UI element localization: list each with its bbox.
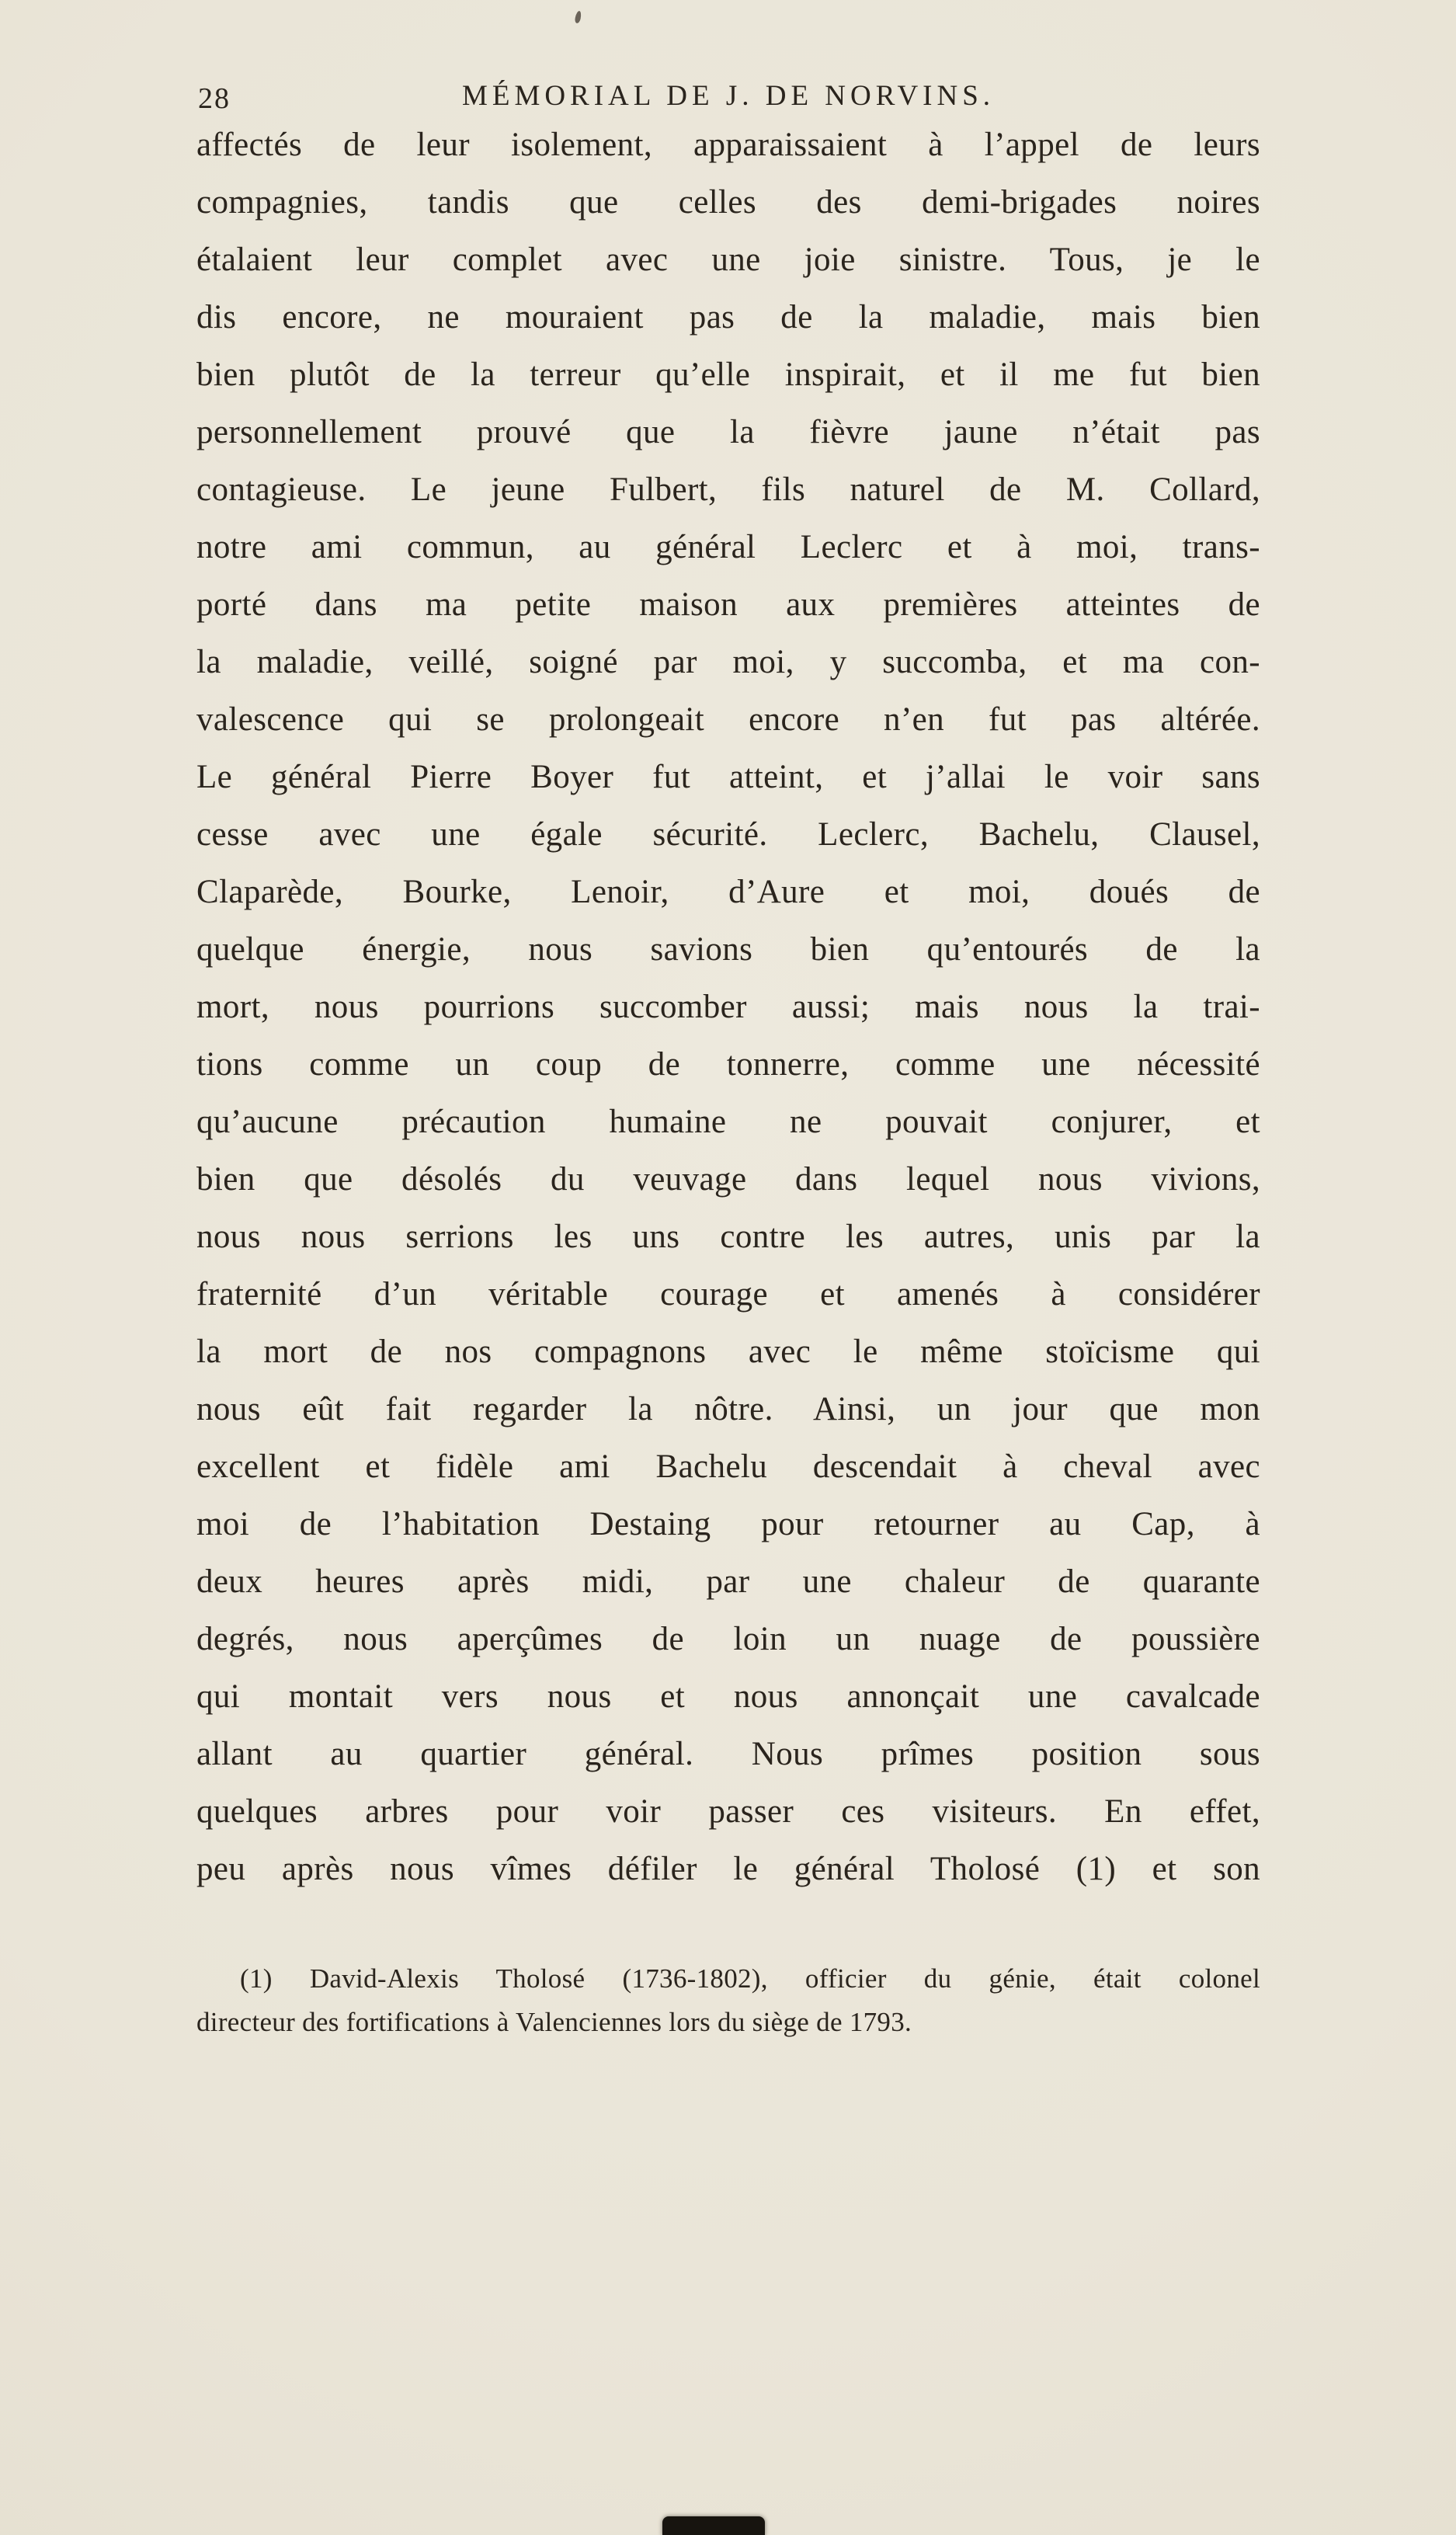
text-line: affectés de leur isolement, apparaissaient à l’appel de leurs: [196, 127, 1260, 163]
text-line: contagieuse. Le jeune Fulbert, fils naturel de M. Collard,: [196, 471, 1260, 508]
running-title: MÉMORIAL DE J. DE NORVINS.: [461, 80, 996, 112]
text-line: qui montait vers nous et nous annonçait une cavalcade: [196, 1678, 1260, 1715]
text-line: Le général Pierre Boyer fut atteint, et j’allai le voir sans: [196, 759, 1260, 795]
text-line: tions comme un coup de tonnerre, comme une nécessité: [196, 1046, 1260, 1083]
text-line: nous nous serrions les uns contre les autres, unis par la: [196, 1219, 1260, 1255]
text-line: valescence qui se prolongeait encore n’en fut pas altérée.: [196, 701, 1260, 738]
text-line: cesse avec une égale sécurité. Leclerc, Bachelu, Clausel,: [196, 816, 1260, 853]
page-header: [196, 79, 1260, 118]
text-line: compagnies, tandis que celles des demi-brigades noires: [196, 184, 1260, 221]
text-line: quelques arbres pour voir passer ces visiteurs. En effet,: [196, 1793, 1260, 1830]
text-line: quelque énergie, nous savions bien qu’entourés de la: [196, 931, 1260, 968]
text-line: étalaient leur complet avec une joie sinistre. Tous, je le: [196, 242, 1260, 278]
text-line: degrés, nous aperçûmes de loin un nuage de poussière: [196, 1621, 1260, 1657]
text-line: dis encore, ne mouraient pas de la maladie, mais bien: [196, 299, 1260, 336]
text-line: excellent et fidèle ami Bachelu descendait à cheval avec: [196, 1448, 1260, 1485]
text-line: Claparède, Bourke, Lenoir, d’Aure et moi, doués de: [196, 874, 1260, 910]
text-line: fraternité d’un véritable courage et amenés à considérer: [196, 1276, 1260, 1313]
text-line: personnellement prouvé que la fièvre jaune n’était pas: [196, 414, 1260, 450]
text-line: deux heures après midi, par une chaleur de quarante: [196, 1563, 1260, 1600]
text-line: moi de l’habitation Destaing pour retourner au Cap, à: [196, 1506, 1260, 1542]
text-line: porté dans ma petite maison aux premières atteintes de: [196, 586, 1260, 623]
text-line: nous eût fait regarder la nôtre. Ainsi, un jour que mon: [196, 1391, 1260, 1427]
footnote-line: (1) David-Alexis Tholosé (1736-1802), officier du génie, était colonel: [240, 1963, 1260, 1994]
text-line: notre ami commun, au général Leclerc et à moi, trans-: [196, 529, 1260, 565]
footnote: [196, 1957, 1260, 2044]
text-line: peu après nous vîmes défiler le général Tholosé (1) et son: [196, 1851, 1260, 1887]
text-line: bien que désolés du veuvage dans lequel nous vivions,: [196, 1161, 1260, 1198]
text-line: la maladie, veillé, soigné par moi, y succomba, et ma con-: [196, 644, 1260, 680]
text-line: mort, nous pourrions succomber aussi; mais nous la trai-: [196, 989, 1260, 1025]
scan-artifact: [662, 2516, 765, 2535]
text-line: la mort de nos compagnons avec le même stoïcisme qui: [196, 1334, 1260, 1370]
text-line: qu’aucune précaution humaine ne pouvait conjurer, et: [196, 1104, 1260, 1140]
scan-speck: [574, 10, 582, 23]
page-number: 28: [198, 82, 231, 115]
body-text: [196, 116, 1260, 1898]
text-line: bien plutôt de la terreur qu’elle inspirait, et il me fut bien: [196, 356, 1260, 393]
footnote-line: directeur des fortifications à Valenciennes lors du siège de 1793.: [196, 2007, 912, 2037]
text-line: allant au quartier général. Nous prîmes position sous: [196, 1736, 1260, 1772]
